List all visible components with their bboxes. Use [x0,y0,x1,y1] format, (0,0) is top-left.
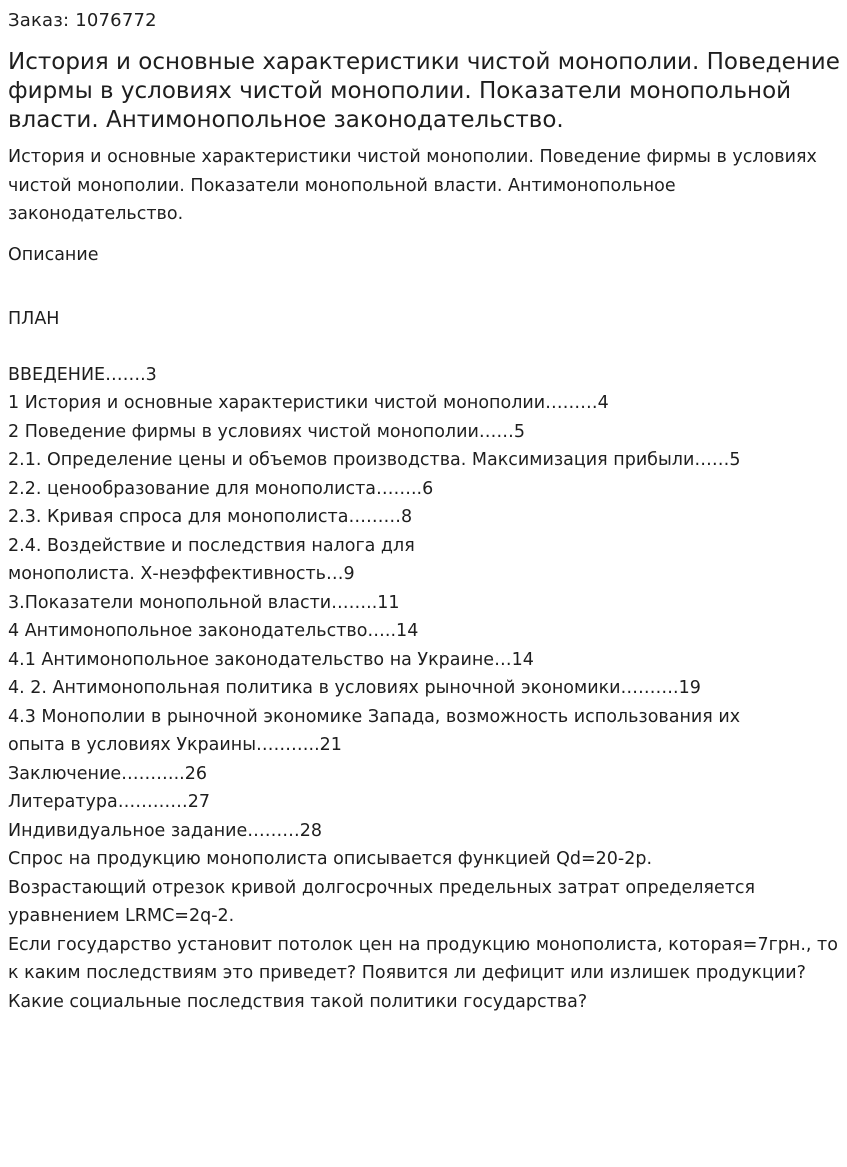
toc-item: 4.3 Монополии в рыночной экономике Запада, возможность использования их [8,706,741,727]
toc-item: 2 Поведение фирмы в условиях чистой монополии……5 [8,421,526,442]
task-paragraph: Спрос на продукцию монополиста описывается функцией Qd=20-2p. [8,849,653,869]
lead-paragraph: История и основные характеристики чистой монополии. Поведение фирмы в условиях чистой монополии. Показатели монопольной власти. Антимонопольное законодательство. [8,147,817,224]
toc-item: монополиста. Х-неэффективность…9 [8,564,355,584]
description-label: Описание [8,244,99,265]
toc-item: 2.1. Определение цены и объемов производства. Максимизация прибыли……5 [8,450,741,470]
toc-item: 1 История и основные характеристики чистой монополии………4 [8,393,609,413]
page-title: История и основные характеристики чистой монополии. Поведение фирмы в условиях чистой монополии. Показатели монопольной власти. Антимонопольное законодательство. [8,49,840,133]
toc-item: опыта в условиях Украины………..21 [8,735,342,755]
toc-item: 4. 2. Антимонопольная политика в условиях рыночной экономики……….19 [8,678,701,698]
toc-item: 2.3. Кривая спроса для монополиста………8 [8,507,413,527]
order-number: Заказ: 1076772 [8,10,157,31]
toc-item: 2.2. ценообразование для монополиста……..6 [8,478,434,499]
toc-item: Индивидуальное задание………28 [8,820,323,841]
toc-item: ВВЕДЕНИЕ…….3 [8,364,157,385]
toc-item: 2.4. Воздействие и последствия налога для [8,535,415,556]
table-of-contents [8,361,840,846]
toc-item: Заключение………..26 [8,763,208,784]
task-paragraph: Возрастающий отрезок кривой долгосрочных предельных затрат определяется уравнением LRMC=2q-2. [8,877,756,926]
toc-item: Литература…………27 [8,792,210,812]
toc-item: 3.Показатели монопольной власти……..11 [8,592,400,613]
document-page [8,0,840,1016]
toc-item: 4 Антимонопольное законодательство…..14 [8,621,419,641]
plan-label: ПЛАН [8,308,60,329]
individual-task [8,845,840,1016]
toc-item: 4.1 Антимонопольное законодательство на Украине…14 [8,649,534,670]
task-paragraph: Если государство установит потолок цен на продукцию монополиста, которая=7грн., то к каким последствиям это приведет? Появится ли дефицит или излишек продукции? Какие социальные последствия такой политики государства? [8,934,838,1012]
